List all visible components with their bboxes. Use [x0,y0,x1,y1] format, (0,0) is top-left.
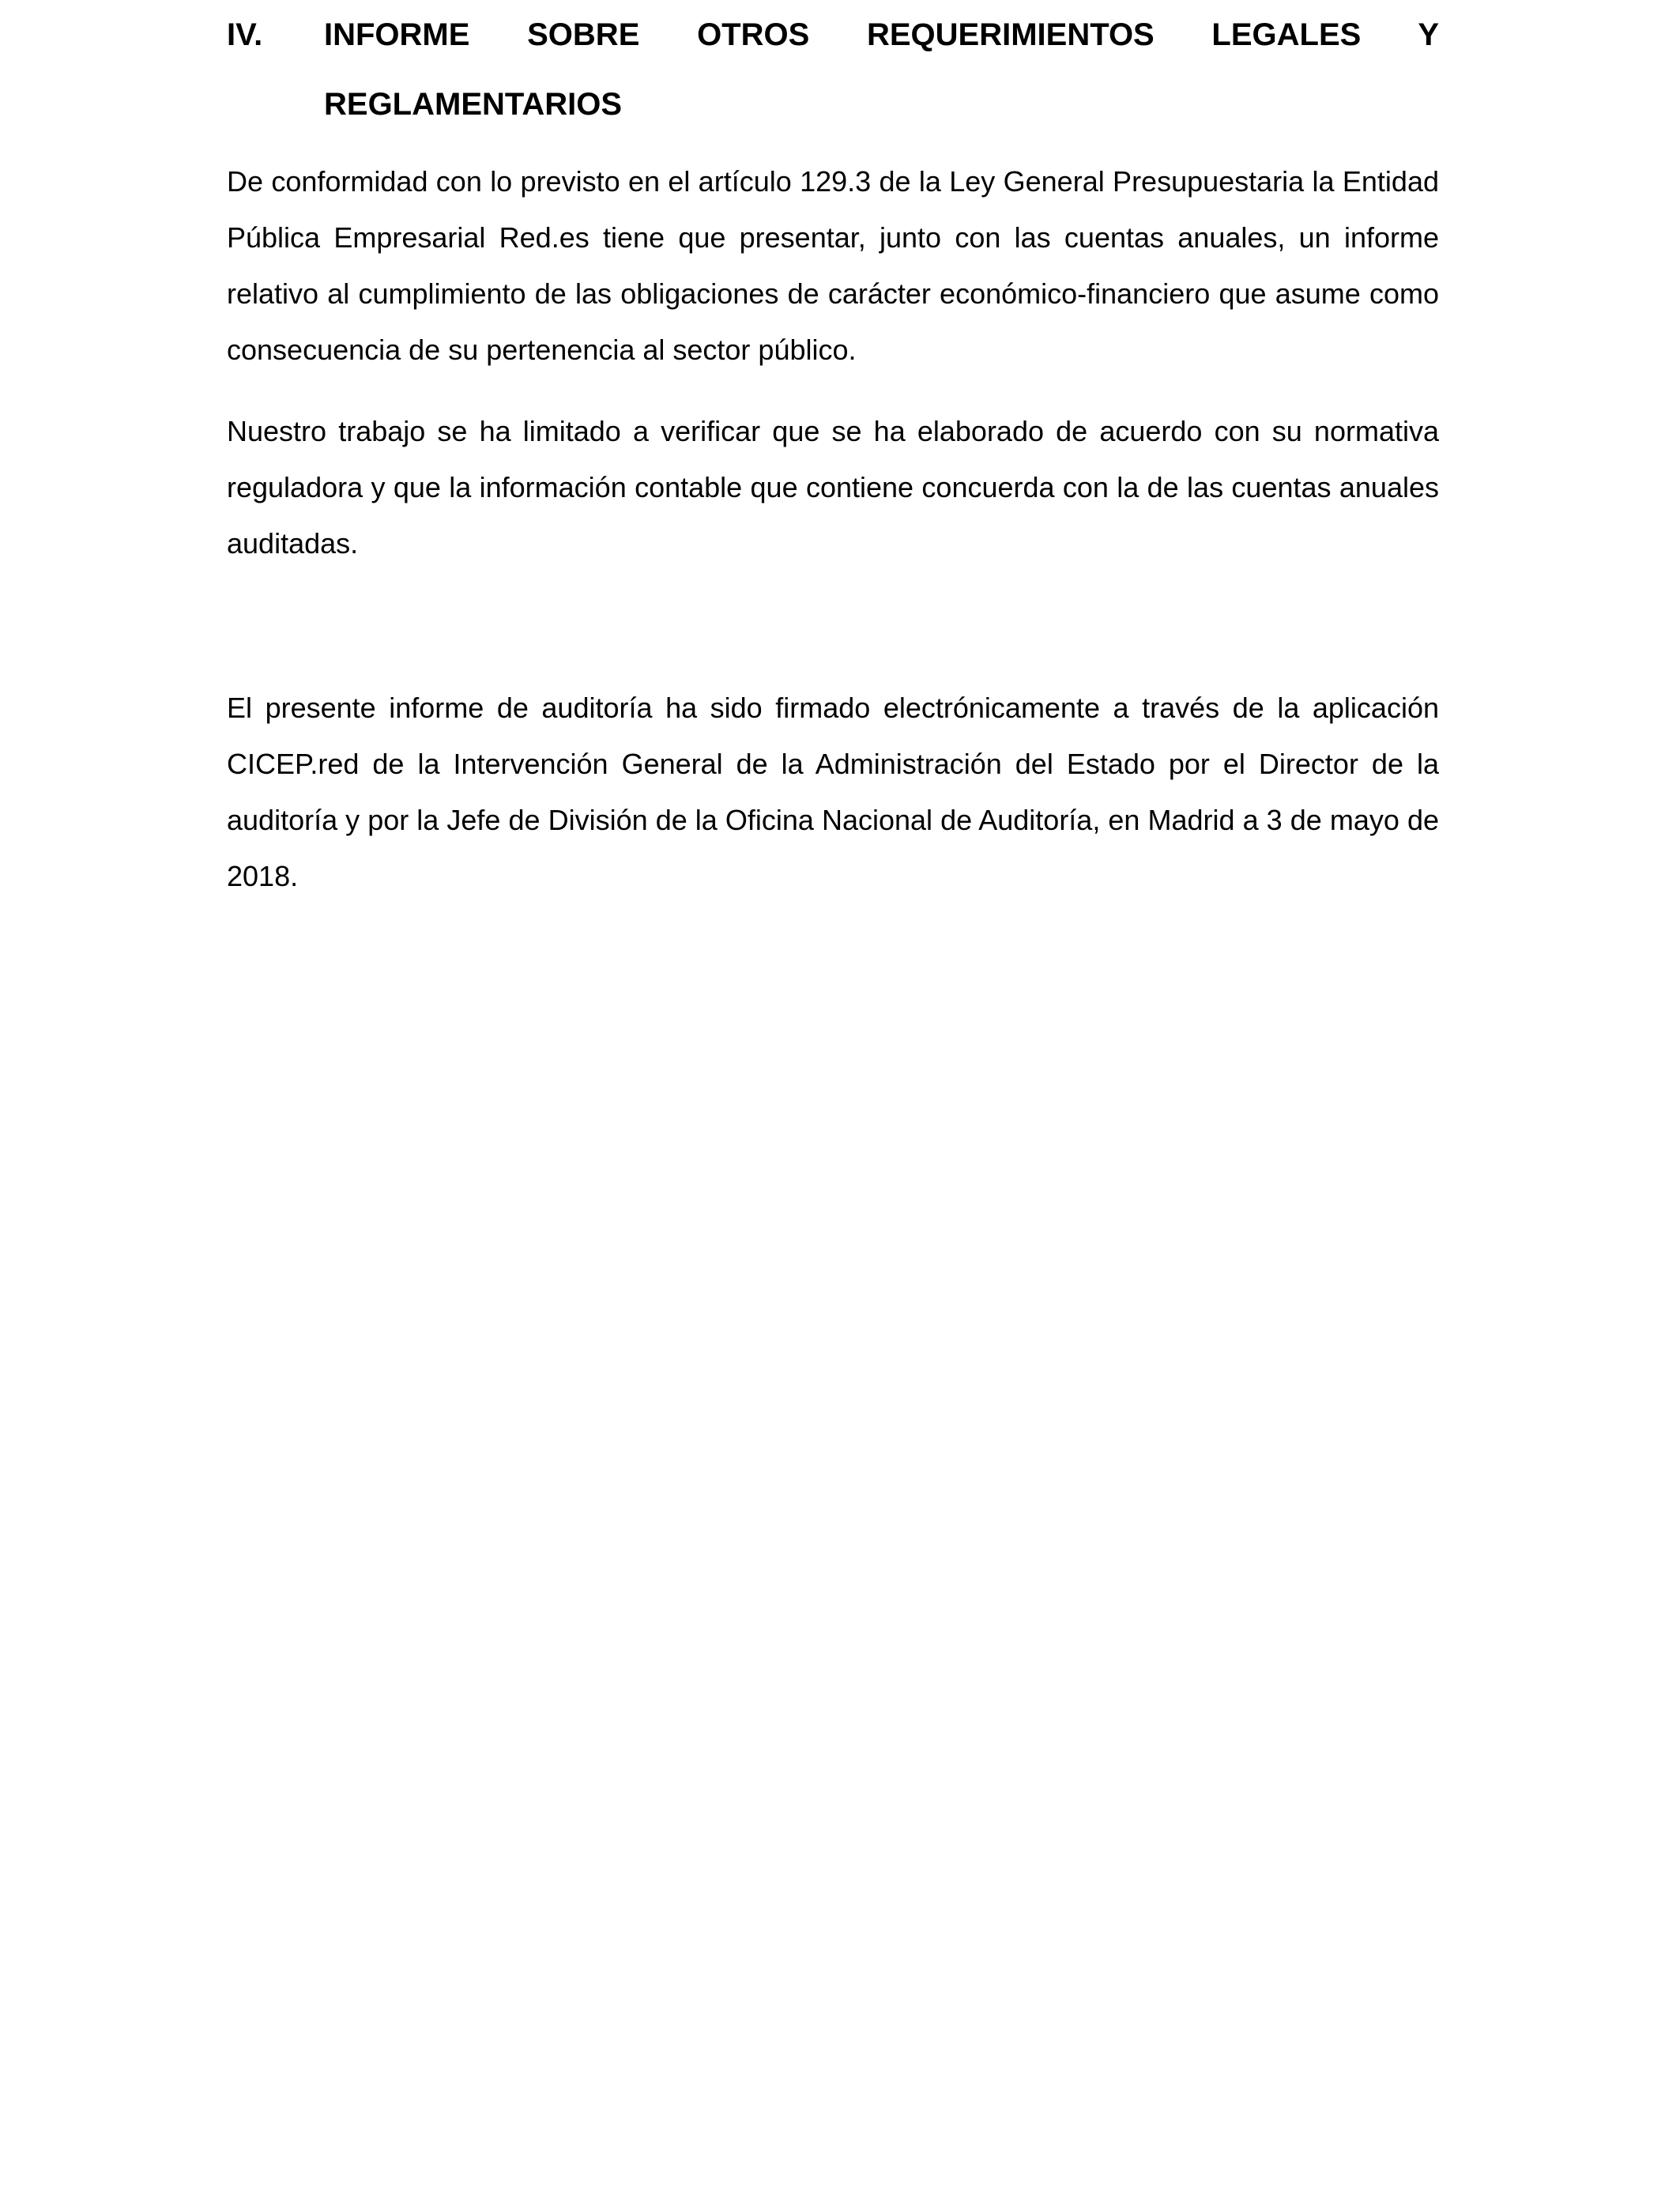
section-title-line1: INFORME SOBRE OTROS REQUERIMIENTOS LEGALES Y [324,17,1439,52]
paragraph-scope-of-work: Nuestro trabajo se ha limitado a verificar que se ha elaborado de acuerdo con su normativa reguladora y que la información contable que contiene concuerda con la de las cuentas anuales auditadas. [227,415,1439,560]
paragraph-signature-statement: El presente informe de auditoría ha sido firmado electrónicamente a través de la aplicación CICEP.red de la Intervención General de la Administración del Estado por el Director de la auditoría y por la Jefe de División de la Oficina Nacional de Auditoría, en Madrid a 3 de mayo de 2018. [227,692,1439,892]
section-heading-row [227,0,1439,70]
section-number: IV. [227,17,263,52]
section-heading [227,0,1439,139]
section-title-line2: REGLAMENTARIOS [324,87,623,122]
paragraph-legal-basis: De conformidad con lo previsto en el artículo 129.3 de la Ley General Presupuestaria la Entidad Pública Empresarial Red.es tiene que presentar, junto con las cuentas anuales, un informe relativo al cumplimiento de las obligaciones de carácter económico-financiero que asume como consecuencia de su pertenencia al sector público. [227,165,1439,366]
